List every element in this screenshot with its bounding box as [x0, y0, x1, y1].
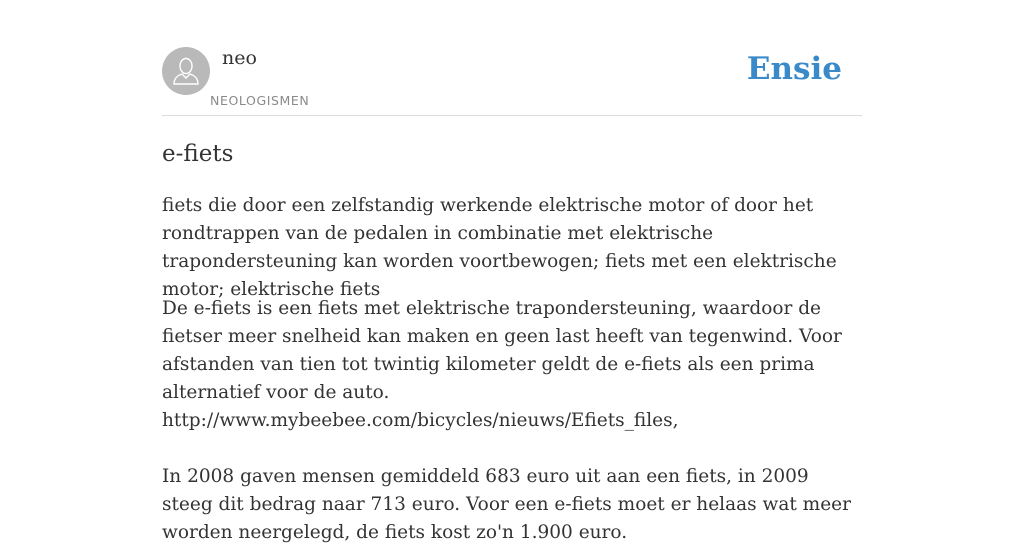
page-content — [162, 0, 862, 543]
brand-logo[interactable]: Ensie — [746, 51, 842, 87]
entry-definition: fiets die door een zelfstandig werkende elektrische motor of door het rondtrappen van de pedalen in combinatie met elektrische trapondersteuning kan worden voortbewogen; fiets met een elektrische motor; elektrische fiets — [162, 195, 837, 300]
entry-header — [162, 0, 862, 116]
entry-term: e-fiets — [162, 141, 234, 167]
entry-example: De e-fiets is een fiets met elektrische trapondersteuning, waardoor de fietser meer snelheid kan maken en geen last heeft van tegenwind. Voor afstanden van tien tot twintig kilometer geldt de e-fiets als een prima alternatief voor de auto. http://www.mybeebee.com/bicycles/nieuws/Efiets_files, In 2008 gaven mensen gemiddeld 683 euro uit aan een fiets, in 2009 steeg dit bedrag naar 713 euro. Voor een e-fiets moet er helaas wat meer worden neergelegd, de fiets kost zo'n 1.900 euro. — [162, 298, 851, 543]
avatar[interactable] — [162, 47, 210, 95]
user-silhouette-icon — [162, 47, 210, 95]
category-label[interactable]: NEOLOGISMEN — [210, 93, 310, 108]
author-name[interactable]: neo — [222, 47, 257, 69]
